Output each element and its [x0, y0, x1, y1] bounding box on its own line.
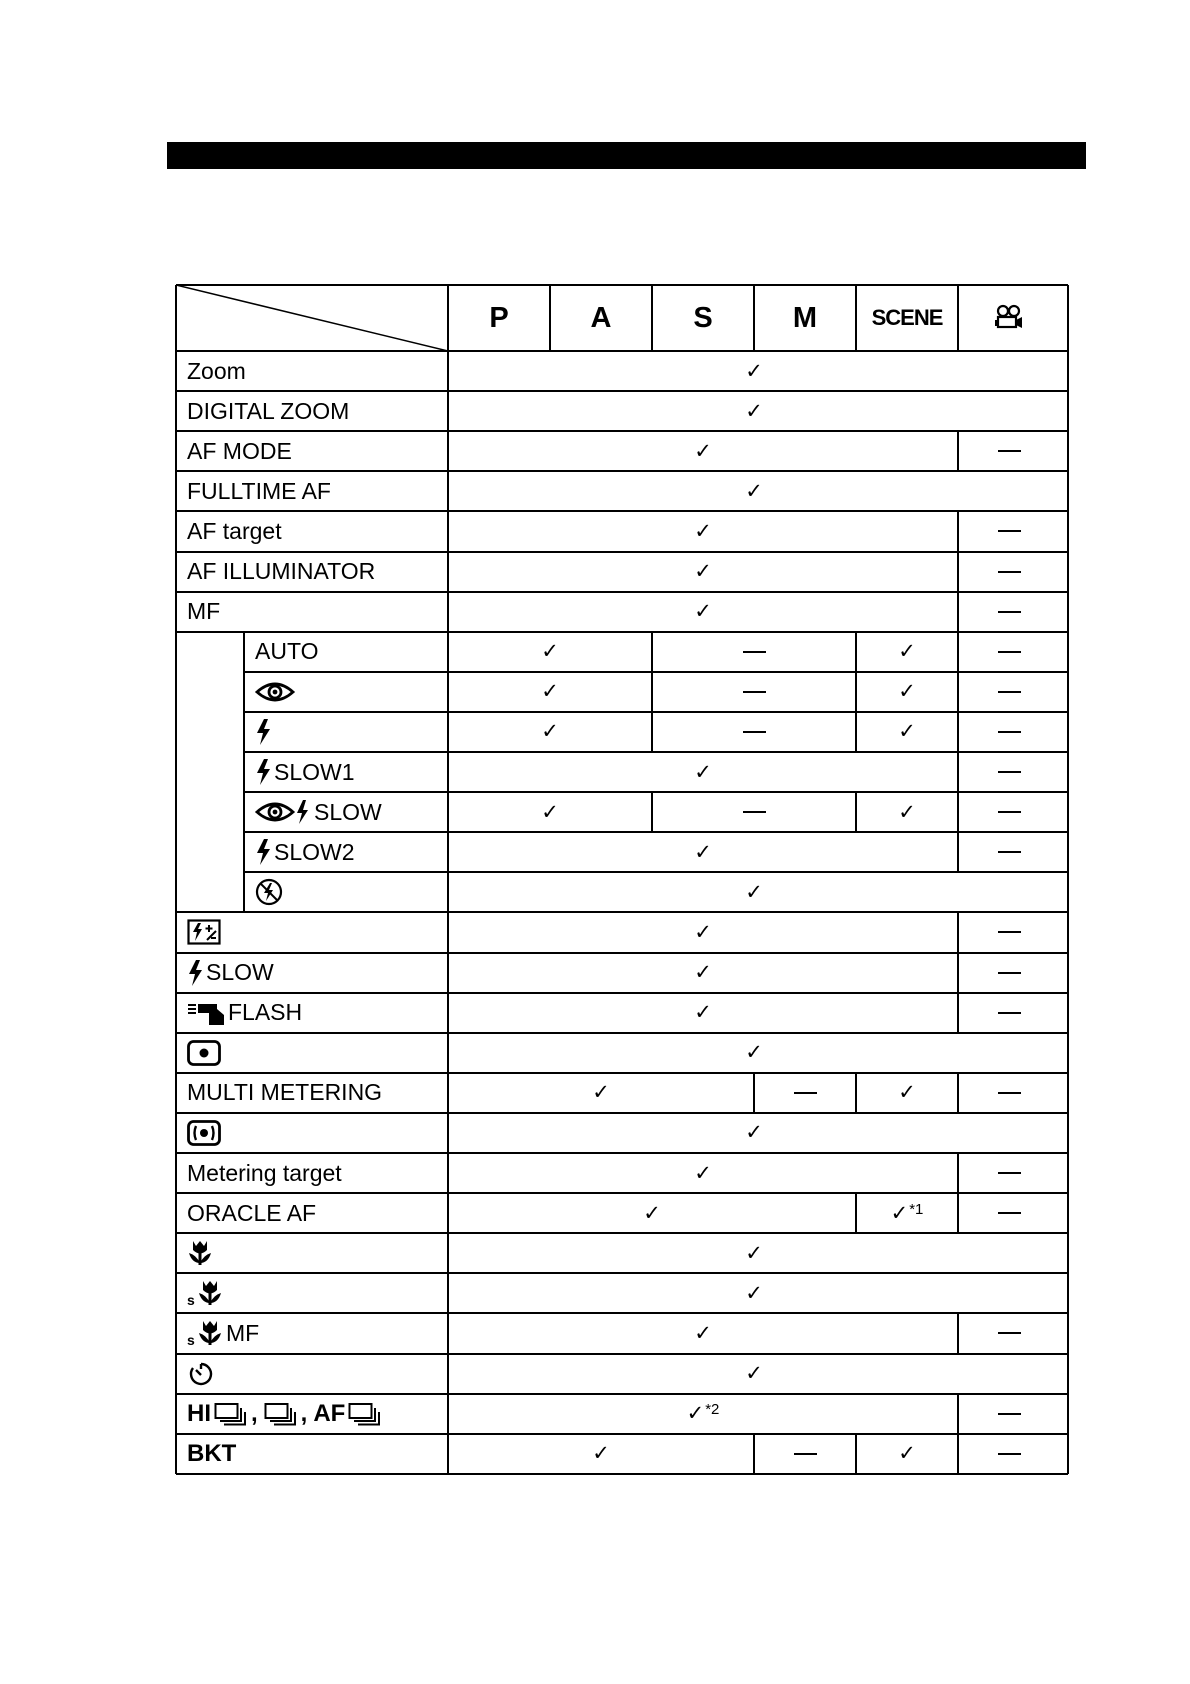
dash-mark: [743, 691, 766, 693]
row-label: [244, 712, 448, 752]
column-header-label: SCENE: [871, 305, 943, 330]
flash-icon: [255, 718, 271, 746]
column-divider: [957, 632, 959, 672]
check-mark: ✓: [541, 680, 559, 704]
row-divider: [176, 1152, 1068, 1154]
dash-mark: [998, 1172, 1021, 1174]
column-divider: [957, 1153, 959, 1193]
movie-camera-icon: [993, 304, 1023, 332]
column-header-label: P: [489, 301, 509, 334]
column-divider: [549, 285, 551, 351]
footnote-ref: *1: [909, 1200, 924, 1218]
dash-mark: [794, 1092, 817, 1094]
dash-mark: [998, 1453, 1021, 1455]
available-check: [448, 632, 652, 672]
available-check: [448, 1273, 1060, 1313]
column-header-movie: [958, 285, 1060, 351]
check-mark: ✓: [694, 1001, 712, 1025]
not-available-mark: [958, 511, 1060, 551]
column-divider: [957, 993, 959, 1033]
row-divider: [176, 1272, 1068, 1274]
flash-compensation-icon: [187, 919, 221, 945]
column-divider: [651, 285, 653, 351]
column-divider: [957, 592, 959, 632]
column-divider: [957, 1073, 959, 1113]
row-label-text: Zoom: [187, 357, 246, 384]
column-divider: [957, 792, 959, 832]
mode-function-table: [176, 285, 1068, 1487]
dash-mark: [998, 571, 1021, 573]
footnote-ref: *2: [705, 1401, 720, 1419]
row-divider: [176, 430, 1068, 432]
check-mark: ✓: [694, 920, 712, 944]
available-check: [448, 832, 958, 872]
row-label: [176, 592, 448, 632]
check-mark: ✓: [694, 519, 712, 543]
row-label-text: SLOW: [206, 959, 274, 986]
column-divider: [957, 672, 959, 712]
available-check: [448, 1233, 1060, 1273]
flash-off-icon: [255, 878, 283, 906]
check-mark: ✓: [592, 1081, 610, 1105]
available-check: [856, 1434, 958, 1474]
column-divider: [957, 1434, 959, 1474]
column-divider: [957, 511, 959, 551]
row-label: [176, 912, 448, 952]
row-divider: [176, 992, 1068, 994]
row-label-text: SLOW1: [274, 758, 355, 785]
row-label-text: MF: [226, 1319, 260, 1346]
column-header-s: [652, 285, 754, 351]
row-divider: [176, 591, 1068, 593]
not-available-mark: [958, 832, 1060, 872]
red-eye-icon: [255, 680, 295, 704]
available-check: [448, 592, 958, 632]
column-header-label: S: [693, 301, 713, 334]
row-divider: [176, 1112, 1068, 1114]
row-divider: [244, 871, 1068, 873]
row-label: [176, 1354, 448, 1394]
row-label: [176, 552, 448, 592]
row-label-text: MULTI METERING: [187, 1079, 383, 1106]
column-header-label: M: [792, 301, 818, 334]
row-label-text: SLOW2: [274, 838, 355, 865]
available-check: [448, 351, 1060, 391]
check-mark: ✓: [592, 1442, 610, 1466]
not-available-mark: [958, 993, 1060, 1033]
check-mark: ✓: [745, 399, 763, 423]
column-divider: [957, 953, 959, 993]
available-check: [448, 511, 958, 551]
check-mark: ✓: [694, 840, 712, 864]
not-available-mark: [958, 953, 1060, 993]
not-available-mark: [958, 1313, 1060, 1353]
check-mark: ✓: [694, 600, 712, 624]
available-check: [448, 672, 652, 712]
sequential-shooting-icon: [264, 1401, 298, 1427]
row-divider: [176, 1473, 1068, 1475]
row-label: [244, 672, 448, 712]
row-label: [176, 1434, 448, 1474]
row-divider: [176, 551, 1068, 553]
dash-mark: [998, 1413, 1021, 1415]
column-divider: [243, 632, 245, 913]
svg-text:s: s: [187, 1292, 195, 1308]
not-available-mark: [958, 912, 1060, 952]
row-divider: [176, 1312, 1068, 1314]
available-check: [448, 431, 958, 471]
available-check: [448, 471, 1060, 511]
row-divider: [244, 711, 1068, 713]
row-label-text: BKT: [187, 1439, 237, 1467]
sequential-shooting-icon: [348, 1401, 382, 1427]
row-divider: [176, 1072, 1068, 1074]
row-divider: [176, 1353, 1068, 1355]
row-divider: [176, 284, 1068, 286]
macro-icon: [187, 1239, 213, 1267]
column-divider: [855, 632, 857, 672]
available-check: [448, 1153, 958, 1193]
not-available-mark: [958, 1394, 1060, 1434]
column-header-scene: [856, 285, 958, 351]
check-mark: ✓: [686, 1402, 705, 1426]
not-available-mark: [958, 431, 1060, 471]
row-label: [176, 351, 448, 391]
row-label: [176, 431, 448, 471]
dash-mark: [998, 771, 1021, 773]
dash-mark: [998, 530, 1021, 532]
row-label-text: FLASH: [228, 999, 303, 1026]
check-mark: ✓: [745, 1121, 763, 1145]
check-mark: ✓: [541, 800, 559, 824]
row-divider: [176, 1232, 1068, 1234]
available-check: [448, 792, 652, 832]
row-label: [244, 632, 448, 672]
column-divider: [651, 632, 653, 672]
row-label-text: AUTO: [255, 638, 319, 665]
svg-text:s: s: [187, 1332, 195, 1348]
red-eye-flash-icon: [255, 799, 311, 825]
column-divider: [957, 712, 959, 752]
check-mark: ✓: [541, 720, 559, 744]
check-mark: ✓: [745, 1281, 763, 1305]
check-mark: ✓: [898, 1081, 916, 1105]
available-check: [856, 712, 958, 752]
row-label-text: AF: [313, 1399, 346, 1427]
check-mark: ✓: [745, 880, 763, 904]
row-label: [176, 1273, 448, 1313]
dash-mark: [998, 611, 1021, 613]
dash-mark: [743, 811, 766, 813]
dash-mark: [998, 1012, 1021, 1014]
row-label-text: AF ILLUMINATOR: [187, 558, 376, 585]
not-available-mark: [754, 1434, 856, 1474]
available-check: [448, 912, 958, 952]
row-divider: [176, 470, 1068, 472]
row-label-text: FULLTIME AF: [187, 477, 331, 504]
not-available-mark: [958, 752, 1060, 792]
column-divider: [957, 1193, 959, 1233]
row-divider: [176, 1393, 1068, 1395]
external-flash-icon: [187, 999, 225, 1027]
row-divider: [244, 751, 1068, 753]
available-check: [856, 672, 958, 712]
column-divider: [957, 1394, 959, 1434]
available-check: [448, 1113, 1060, 1153]
not-available-mark: [958, 592, 1060, 632]
check-mark: ✓: [898, 640, 916, 664]
not-available-mark: [958, 792, 1060, 832]
column-divider: [957, 431, 959, 471]
center-weighted-metering-icon: [187, 1120, 221, 1146]
dash-mark: [743, 651, 766, 653]
row-label: [244, 792, 448, 832]
not-available-mark: [958, 1073, 1060, 1113]
row-label: [244, 752, 448, 792]
column-divider: [447, 285, 449, 1474]
available-check: [856, 632, 958, 672]
check-mark: ✓: [898, 720, 916, 744]
row-label: [176, 1233, 448, 1273]
dash-mark: [998, 691, 1021, 693]
column-divider: [957, 1313, 959, 1353]
check-mark: ✓: [694, 1321, 712, 1345]
row-label: [176, 1394, 448, 1434]
available-check: [448, 1073, 754, 1113]
row-label: [176, 471, 448, 511]
self-timer-icon: [187, 1360, 215, 1388]
not-available-mark: [754, 1073, 856, 1113]
available-check: [448, 552, 958, 592]
available-check: [448, 872, 1060, 912]
check-mark: ✓: [745, 1362, 763, 1386]
check-mark: ✓: [694, 439, 712, 463]
available-check: [448, 1394, 958, 1434]
not-available-mark: [958, 712, 1060, 752]
column-divider: [855, 792, 857, 832]
super-macro-icon: [187, 1319, 223, 1347]
row-divider: [244, 671, 1068, 673]
row-label-text: AF MODE: [187, 437, 292, 464]
not-available-mark: [958, 672, 1060, 712]
row-divider: [176, 911, 1068, 913]
row-label-text: ORACLE AF: [187, 1199, 317, 1226]
row-divider: [176, 1433, 1068, 1435]
spot-metering-icon: [187, 1040, 221, 1066]
not-available-mark: [652, 792, 856, 832]
available-check: [856, 792, 958, 832]
check-mark: ✓: [541, 640, 559, 664]
column-header-p: [448, 285, 550, 351]
row-label-text: SLOW: [314, 798, 382, 825]
row-label: [176, 993, 448, 1033]
row-label: [176, 1113, 448, 1153]
row-label: [176, 1193, 448, 1233]
separator: ,: [300, 1399, 308, 1427]
check-mark: ✓: [694, 1161, 712, 1185]
row-label-text: AF target: [187, 517, 282, 544]
column-divider: [651, 792, 653, 832]
dash-mark: [998, 972, 1021, 974]
check-mark: ✓: [694, 961, 712, 985]
row-label: [244, 832, 448, 872]
dash-mark: [998, 731, 1021, 733]
check-mark: ✓: [898, 680, 916, 704]
check-mark: ✓: [745, 1241, 763, 1265]
column-divider: [957, 832, 959, 872]
title-bar: [167, 142, 1086, 169]
column-divider: [855, 1193, 857, 1233]
row-label-text: MF: [187, 598, 221, 625]
dash-mark: [998, 1092, 1021, 1094]
available-check: [448, 391, 1060, 431]
available-check: [448, 1354, 1060, 1394]
not-available-mark: [958, 1193, 1060, 1233]
row-label: [176, 953, 448, 993]
row-label: [176, 1153, 448, 1193]
row-divider: [176, 631, 1068, 633]
column-divider: [175, 285, 177, 1474]
check-mark: ✓: [694, 760, 712, 784]
check-mark: ✓: [745, 479, 763, 503]
row-divider: [176, 1032, 1068, 1034]
column-divider: [753, 1434, 755, 1474]
available-check: [448, 953, 958, 993]
column-divider: [651, 672, 653, 712]
row-divider: [176, 1192, 1068, 1194]
row-divider: [176, 510, 1068, 512]
column-divider: [1067, 285, 1069, 1474]
column-divider: [855, 1434, 857, 1474]
column-divider: [957, 552, 959, 592]
not-available-mark: [652, 632, 856, 672]
row-label: [176, 1313, 448, 1353]
row-label-text: Metering target: [187, 1159, 342, 1186]
available-check: [448, 752, 958, 792]
row-label: [176, 511, 448, 551]
separator: ,: [251, 1399, 258, 1427]
not-available-mark: [652, 712, 856, 752]
available-check: [448, 1434, 754, 1474]
dash-mark: [794, 1453, 817, 1455]
check-mark: ✓: [898, 1442, 916, 1466]
available-check: [448, 1033, 1060, 1073]
sequential-shooting-icon: [214, 1401, 248, 1427]
row-divider: [176, 952, 1068, 954]
available-check: [856, 1193, 958, 1233]
available-check: [448, 1313, 958, 1353]
check-mark: ✓: [745, 359, 763, 383]
dash-mark: [998, 1212, 1021, 1214]
not-available-mark: [958, 1434, 1060, 1474]
not-available-mark: [958, 1153, 1060, 1193]
available-check: [856, 1073, 958, 1113]
flash-icon: [187, 959, 203, 987]
flash-icon: [255, 838, 271, 866]
column-divider: [753, 1073, 755, 1113]
check-mark: ✓: [643, 1201, 661, 1225]
dash-mark: [998, 931, 1021, 933]
row-label: [244, 872, 448, 912]
row-label: [176, 1073, 448, 1113]
dash-mark: [998, 811, 1021, 813]
dash-mark: [998, 450, 1021, 452]
super-macro-icon: [187, 1279, 223, 1307]
column-divider: [855, 712, 857, 752]
row-label: [176, 391, 448, 431]
row-label-text: HI: [187, 1399, 211, 1427]
available-check: [448, 993, 958, 1033]
column-divider: [957, 285, 959, 351]
row-divider: [176, 390, 1068, 392]
available-check: [448, 1193, 856, 1233]
column-header-label: A: [590, 301, 612, 334]
not-available-mark: [652, 672, 856, 712]
flash-icon: [255, 758, 271, 786]
check-mark: ✓: [898, 800, 916, 824]
check-mark: ✓: [694, 560, 712, 584]
column-divider: [753, 285, 755, 351]
row-label: [176, 1033, 448, 1073]
dash-mark: [998, 1332, 1021, 1334]
check-mark: ✓: [745, 1041, 763, 1065]
row-divider: [244, 831, 1068, 833]
row-label-text: DIGITAL ZOOM: [187, 397, 350, 424]
column-divider: [651, 712, 653, 752]
dash-mark: [998, 651, 1021, 653]
not-available-mark: [958, 632, 1060, 672]
column-header-a: [550, 285, 652, 351]
not-available-mark: [958, 552, 1060, 592]
column-divider: [957, 752, 959, 792]
corner-diagonal: [176, 285, 448, 351]
dash-mark: [998, 851, 1021, 853]
row-divider: [176, 350, 1068, 352]
row-divider: [244, 791, 1068, 793]
available-check: [448, 712, 652, 752]
column-header-m: [754, 285, 856, 351]
column-divider: [855, 285, 857, 351]
column-divider: [855, 1073, 857, 1113]
column-divider: [855, 672, 857, 712]
check-mark: ✓: [890, 1201, 909, 1225]
dash-mark: [743, 731, 766, 733]
column-divider: [957, 912, 959, 952]
